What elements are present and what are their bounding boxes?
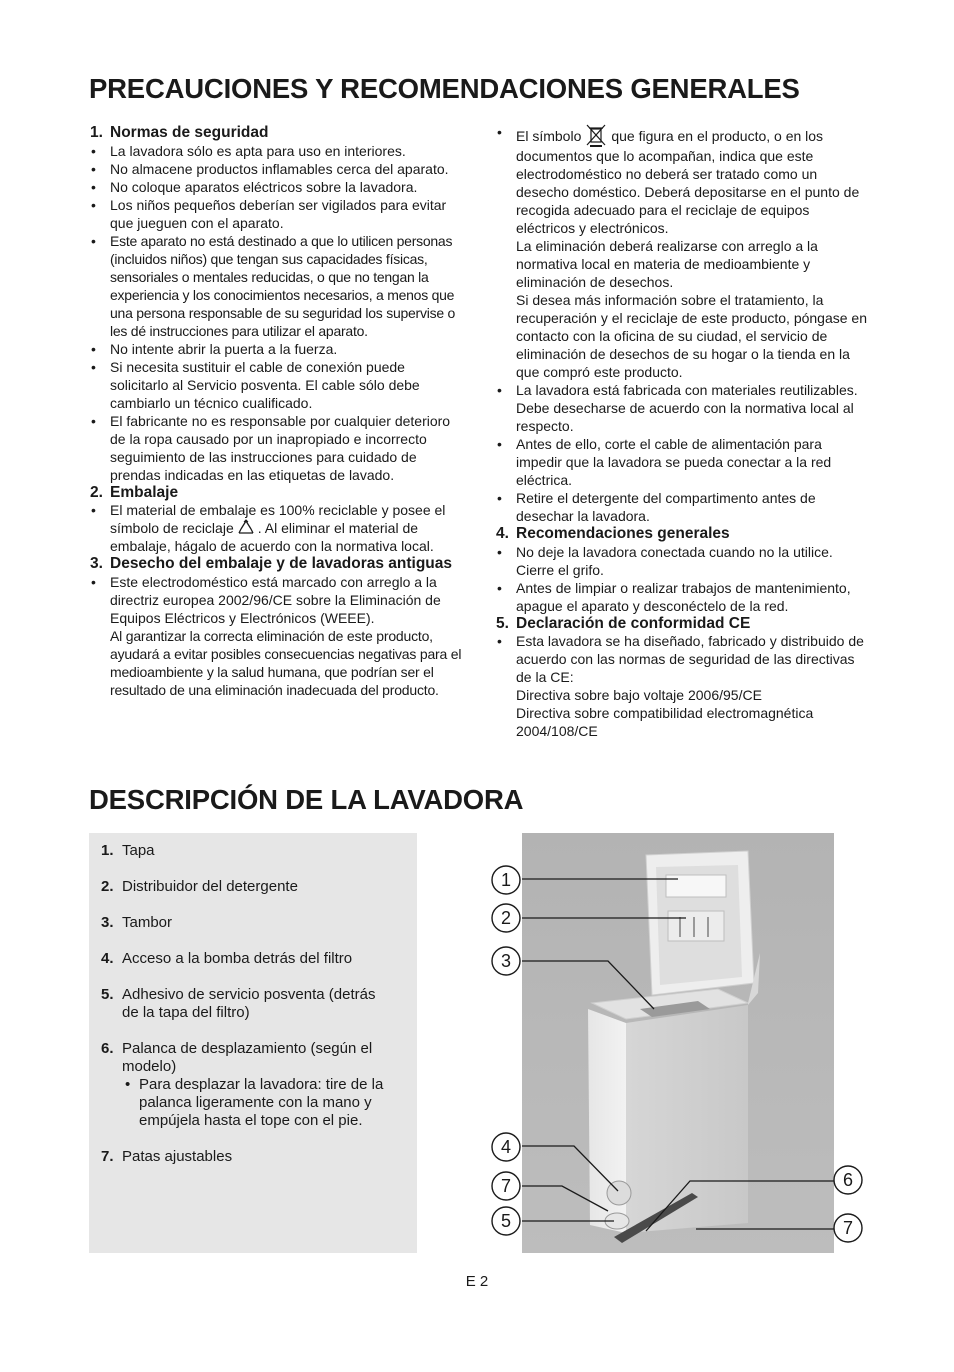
right-column <box>496 123 868 740</box>
section-title-description: DESCRIPCIÓN DE LA LAVADORA <box>89 784 524 815</box>
svg-text:1: 1 <box>500 870 512 890</box>
svg-text:6: 6 <box>842 1170 854 1190</box>
list-item: • Este aparato no está destinado a que lo utilicen personas (incluidos niños) que tengan sus capacidades físicas, sensoriales o mentales reducidas, o que no tengan la experiencia y los conocimientos necesarios, a menos que una persona responsable de su seguridad los supervise o les dé instrucciones para utilizar el aparato. <box>90 232 466 340</box>
section-heading-4: 4. Recomendaciones generales <box>496 525 730 542</box>
list-item: • No deje la lavadora conectada cuando no la utilice. Cierre el grifo. <box>496 543 868 579</box>
crossed-bin-icon <box>585 123 607 147</box>
recommendations-list <box>496 543 868 615</box>
washing-machine-photo <box>522 833 834 1253</box>
callout-marker <box>492 1133 520 1161</box>
callout-marker <box>834 1214 862 1242</box>
callout-marker <box>492 1207 520 1235</box>
callout-marker <box>492 947 520 975</box>
part-item: 3. Tambor <box>101 914 173 931</box>
list-item: • La lavadora sólo es apta para uso en interiores. <box>90 142 466 160</box>
svg-text:2: 2 <box>500 908 512 928</box>
list-item: • Esta lavadora se ha diseñado, fabricado y distribuido de acuerdo con las normas de seguridad de las directivas de la CE: Directiva sobre bajo voltaje 2006/95/CE Directiva sobre compatibilidad electromagnética 2004/108/CE <box>496 632 868 740</box>
list-item: • Antes de limpiar o realizar trabajos de mantenimiento, apague el aparato y desconéctelo de la red. <box>496 579 868 615</box>
part-item: 1. Tapa <box>101 842 155 859</box>
list-item: • Antes de ello, corte el cable de alimentación para impedir que la lavadora se pueda conectar a la red eléctrica. <box>496 435 868 489</box>
part-subitem: • Para desplazar la lavadora: tire de la palanca ligeramente con la mano y empújela hasta el tope con el pie. <box>122 1076 387 1130</box>
list-item: • Este electrodoméstico está marcado con arreglo a la directriz europea 2002/96/CE sobre la Eliminación de Equipos Eléctricos y Electrónicos (WEEE). Al garantizar la correcta eliminación de este producto, ayudará a evitar posibles consecuencias negativas para el medioambiente y la salud humana, que podrían ser el resultado de una eliminación inadecuada del producto. <box>90 573 466 699</box>
conformity-list <box>496 632 868 740</box>
list-item: • No coloque aparatos eléctricos sobre la lavadora. <box>90 178 466 196</box>
recycle-icon <box>236 519 256 537</box>
part-item: 7. Patas ajustables <box>101 1148 233 1165</box>
page-number: E 2 <box>465 1273 489 1290</box>
callout-marker <box>492 1172 520 1200</box>
callouts-left <box>488 862 528 1252</box>
part-item: 5. Adhesivo de servicio posventa (detrás de la tapa del filtro) <box>101 986 376 1021</box>
callout-marker <box>492 904 520 932</box>
section-heading-5: 5. Declaración de conformidad CE <box>496 614 751 632</box>
left-column <box>90 124 466 699</box>
svg-text:7: 7 <box>842 1218 854 1238</box>
callouts-right <box>830 1162 870 1252</box>
callout-marker <box>492 866 520 894</box>
disposal-list <box>90 573 466 699</box>
weee-list <box>496 123 868 525</box>
callout-marker <box>834 1166 862 1194</box>
svg-text:3: 3 <box>500 951 512 971</box>
packaging-list <box>90 501 466 555</box>
list-item: • No almacene productos inflamables cerca del aparato. <box>90 160 466 178</box>
part-item: 4. Acceso a la bomba detrás del filtro <box>101 950 353 967</box>
list-item: • La lavadora está fabricada con materiales reutilizables. Debe desecharse de acuerdo con la normativa local al respecto. <box>496 381 868 435</box>
list-item: • El símbolo que figura en el producto, o en los documentos que lo acompañan, indica que este electrodoméstico no deberá ser tratado como un desecho doméstico. Deberá depositarse en el punto de recogida adecuado para el reciclaje de equipos eléctricos y electrónicos. La eliminación deberá realizarse con arreglo a la normativa local en materia de medioambiente y eliminación de desechos. Si desea más información sobre el tratamiento, la recuperación y el reciclaje de este producto, póngase en contacto con la oficina de su ciudad, el servicio de eliminación de desechos de su hogar o la tienda en la que compró este producto. <box>496 123 868 381</box>
section-heading-3: 3. Desecho del embalaje y de lavadoras antiguas <box>90 555 453 572</box>
svg-text:4: 4 <box>500 1137 512 1157</box>
list-item: • Los niños pequeños deberían ser vigilados para evitar que jueguen con el aparato. <box>90 196 466 232</box>
list-item: • Si necesita sustituir el cable de conexión puede solicitarlo al Servicio posventa. El cable sólo debe cambiarlo un técnico cualificado. <box>90 358 466 412</box>
section-heading-2: 2. Embalaje <box>90 483 179 501</box>
list-item: • El fabricante no es responsable por cualquier deterioro de la ropa causado por un inapropiado e incorrecto seguimiento de las instrucciones para cuidado de prendas indicadas en las etiquetas de lavado. <box>90 412 466 484</box>
part-item: 6. Palanca de desplazamiento (según el modelo) • Para desplazar la lavadora: tire de la palanca ligeramente con la mano y empújela hasta el tope con el pie. <box>101 1040 387 1130</box>
svg-text:5: 5 <box>500 1211 512 1231</box>
part-item: 2. Distribuidor del detergente <box>101 878 298 895</box>
svg-text:7: 7 <box>500 1176 512 1196</box>
list-item: • Retire el detergente del compartimento antes de desechar la lavadora. <box>496 489 868 525</box>
list-item: • No intente abrir la puerta a la fuerza. <box>90 340 466 358</box>
section-title-precautions: PRECAUCIONES Y RECOMENDACIONES GENERALES <box>89 73 800 104</box>
safety-list <box>90 142 466 484</box>
section-heading-1: 1. Normas de seguridad <box>90 124 269 141</box>
list-item: • El material de embalaje es 100% reciclable y posee el símbolo de reciclaje . Al eliminar el material de embalaje, hágalo de acuerdo con la normativa local. <box>90 501 466 555</box>
parts-list <box>101 842 401 1184</box>
